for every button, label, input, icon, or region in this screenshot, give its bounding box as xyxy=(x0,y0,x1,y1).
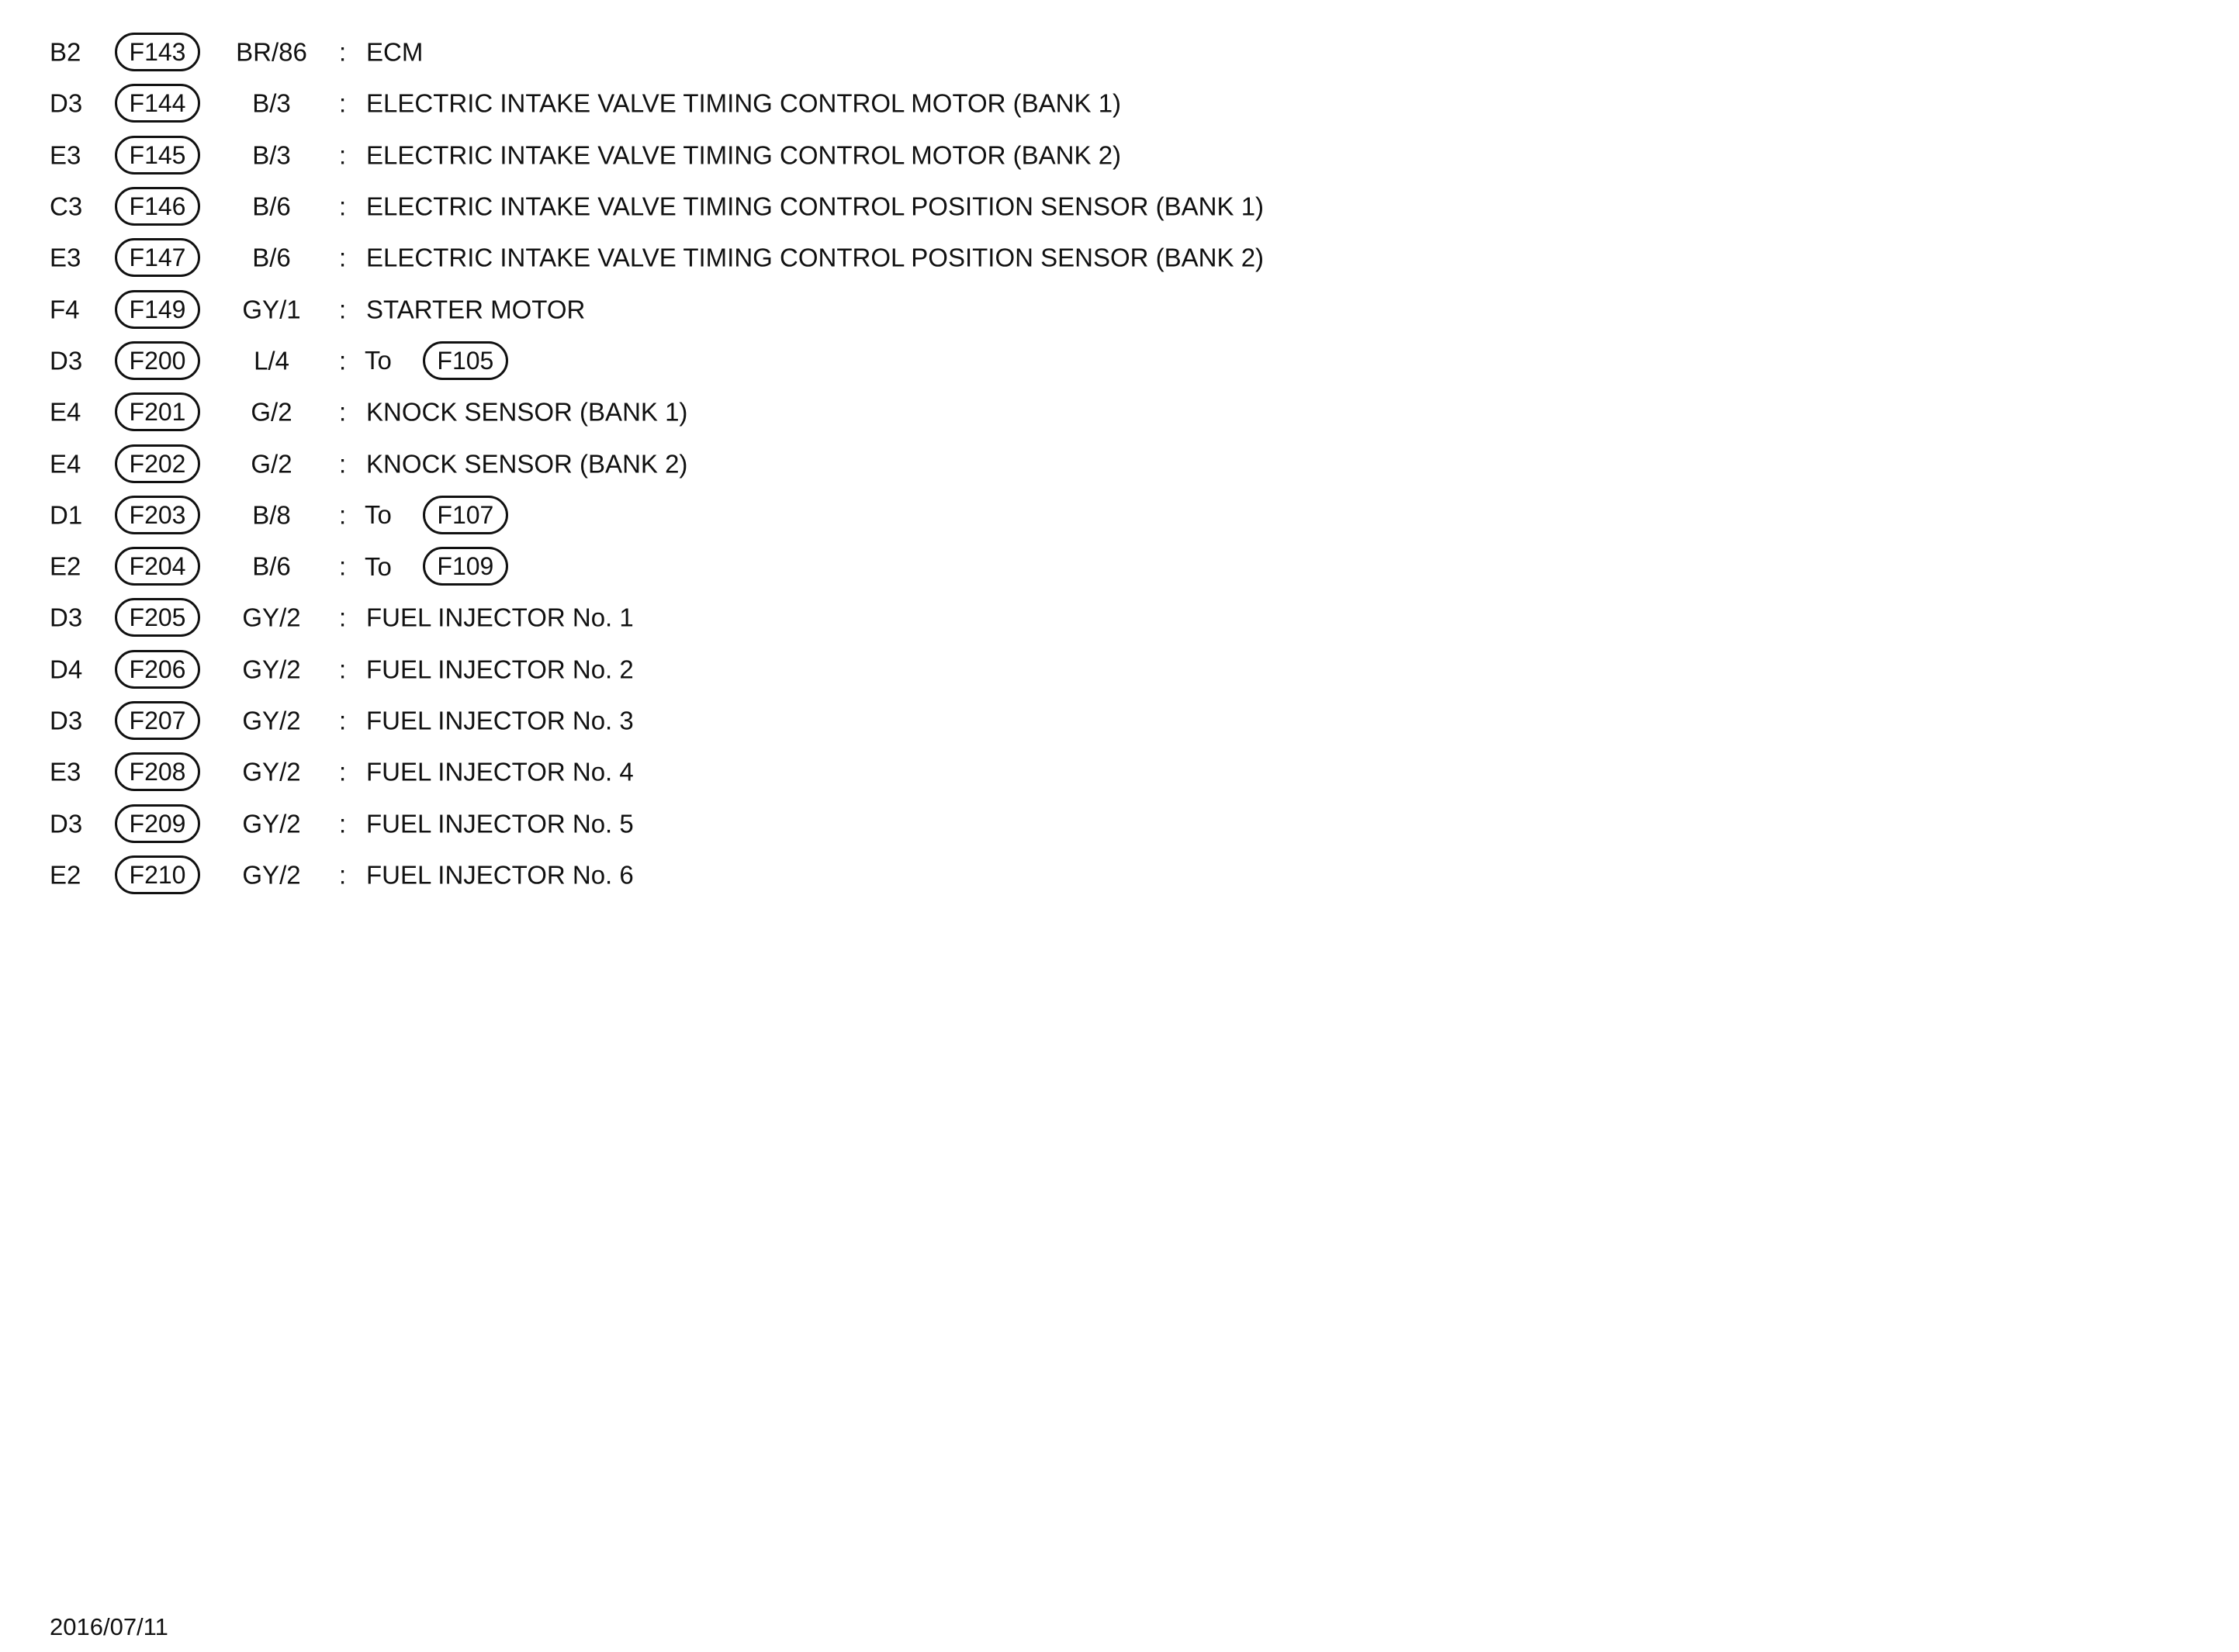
grid-location: D3 xyxy=(50,88,83,118)
component-description: ELECTRIC INTAKE VALVE TIMING CONTROL POSITION SENSOR (BANK 1) xyxy=(366,192,1265,221)
connector-row xyxy=(0,541,2239,592)
target-connector-badge: F105 xyxy=(423,341,508,380)
grid-location: E3 xyxy=(50,243,81,272)
separator: : xyxy=(339,603,347,632)
connector-row xyxy=(0,746,2239,797)
connector-row xyxy=(0,335,2239,386)
separator: : xyxy=(339,88,347,118)
connector-code-badge: F210 xyxy=(115,855,200,894)
wire-spec: L/4 xyxy=(254,346,289,375)
connector-list xyxy=(0,26,2239,900)
connector-row xyxy=(0,592,2239,643)
connector-row xyxy=(0,437,2239,489)
wire-spec: GY/1 xyxy=(242,295,301,324)
connector-code-badge: F200 xyxy=(115,341,200,380)
connector-code-badge: F208 xyxy=(115,752,200,791)
connector-code-badge: F145 xyxy=(115,136,200,175)
wire-spec: B/8 xyxy=(252,500,291,530)
grid-location: D3 xyxy=(50,706,83,735)
connector-row xyxy=(0,130,2239,181)
connector-code-badge: F146 xyxy=(115,187,200,226)
connector-row xyxy=(0,283,2239,334)
component-description: ECM xyxy=(366,37,424,67)
grid-location: D1 xyxy=(50,500,83,530)
target-connector-badge: F107 xyxy=(423,496,508,534)
grid-location: D3 xyxy=(50,603,83,632)
wire-spec: GY/2 xyxy=(242,706,301,735)
separator: : xyxy=(339,500,347,530)
component-description: KNOCK SENSOR (BANK 1) xyxy=(366,397,688,427)
separator: : xyxy=(339,551,347,581)
component-description: FUEL INJECTOR No. 3 xyxy=(366,706,634,735)
to-label: To xyxy=(365,500,392,530)
separator: : xyxy=(339,860,347,890)
component-description: STARTER MOTOR xyxy=(366,295,586,324)
connector-code-badge: F203 xyxy=(115,496,200,534)
separator: : xyxy=(339,655,347,684)
grid-location: B2 xyxy=(50,37,81,67)
separator: : xyxy=(339,706,347,735)
connector-code-badge: F147 xyxy=(115,238,200,277)
connector-row xyxy=(0,695,2239,746)
component-description: KNOCK SENSOR (BANK 2) xyxy=(366,449,688,479)
separator: : xyxy=(339,295,347,324)
separator: : xyxy=(339,192,347,221)
connector-code-badge: F149 xyxy=(115,290,200,329)
grid-location: D3 xyxy=(50,809,83,838)
separator: : xyxy=(339,140,347,170)
separator: : xyxy=(339,243,347,272)
wire-spec: G/2 xyxy=(251,397,292,427)
wire-spec: GY/2 xyxy=(242,757,301,786)
to-connector-reference xyxy=(365,341,508,380)
connector-code-badge: F201 xyxy=(115,392,200,431)
target-connector-badge: F109 xyxy=(423,547,508,586)
to-label: To xyxy=(365,346,392,375)
component-description: FUEL INJECTOR No. 4 xyxy=(366,757,634,786)
wire-spec: G/2 xyxy=(251,449,292,479)
connector-code-badge: F205 xyxy=(115,598,200,637)
grid-location: D3 xyxy=(50,346,83,375)
connector-code-badge: F143 xyxy=(115,33,200,71)
connector-row xyxy=(0,386,2239,437)
wire-spec: B/3 xyxy=(252,88,291,118)
grid-location: E2 xyxy=(50,551,81,581)
to-connector-reference xyxy=(365,547,508,586)
component-description: FUEL INJECTOR No. 6 xyxy=(366,860,634,890)
wire-spec: GY/2 xyxy=(242,860,301,890)
to-connector-reference xyxy=(365,496,508,534)
separator: : xyxy=(339,37,347,67)
wire-spec: BR/86 xyxy=(236,37,307,67)
component-description: FUEL INJECTOR No. 5 xyxy=(366,809,634,838)
connector-row xyxy=(0,489,2239,541)
connector-code-badge: F209 xyxy=(115,804,200,843)
grid-location: C3 xyxy=(50,192,83,221)
component-description: ELECTRIC INTAKE VALVE TIMING CONTROL POSITION SENSOR (BANK 2) xyxy=(366,243,1265,272)
separator: : xyxy=(339,757,347,786)
connector-code-badge: F207 xyxy=(115,701,200,740)
connector-row xyxy=(0,181,2239,232)
grid-location: E3 xyxy=(50,140,81,170)
grid-location: E3 xyxy=(50,757,81,786)
grid-location: E4 xyxy=(50,397,81,427)
wire-spec: B/6 xyxy=(252,243,291,272)
connector-code-badge: F202 xyxy=(115,444,200,483)
wire-spec: B/6 xyxy=(252,551,291,581)
wire-spec: GY/2 xyxy=(242,809,301,838)
connector-row xyxy=(0,78,2239,129)
to-label: To xyxy=(365,551,392,581)
wire-spec: GY/2 xyxy=(242,655,301,684)
connector-code-badge: F206 xyxy=(115,650,200,689)
grid-location: E2 xyxy=(50,860,81,890)
grid-location: E4 xyxy=(50,449,81,479)
wire-spec: GY/2 xyxy=(242,603,301,632)
connector-code-badge: F204 xyxy=(115,547,200,586)
grid-location: F4 xyxy=(50,295,80,324)
wire-spec: B/6 xyxy=(252,192,291,221)
connector-row xyxy=(0,797,2239,848)
grid-location: D4 xyxy=(50,655,83,684)
separator: : xyxy=(339,449,347,479)
connector-row xyxy=(0,26,2239,78)
footer-date: 2016/07/11 xyxy=(50,1613,168,1640)
connector-code-badge: F144 xyxy=(115,84,200,123)
separator: : xyxy=(339,809,347,838)
connector-row xyxy=(0,232,2239,283)
component-description: ELECTRIC INTAKE VALVE TIMING CONTROL MOTOR (BANK 1) xyxy=(366,88,1122,118)
component-description: FUEL INJECTOR No. 1 xyxy=(366,603,634,632)
wire-spec: B/3 xyxy=(252,140,291,170)
component-description: ELECTRIC INTAKE VALVE TIMING CONTROL MOTOR (BANK 2) xyxy=(366,140,1122,170)
connector-row xyxy=(0,849,2239,900)
separator: : xyxy=(339,397,347,427)
separator: : xyxy=(339,346,347,375)
component-description: FUEL INJECTOR No. 2 xyxy=(366,655,634,684)
connector-row xyxy=(0,644,2239,695)
